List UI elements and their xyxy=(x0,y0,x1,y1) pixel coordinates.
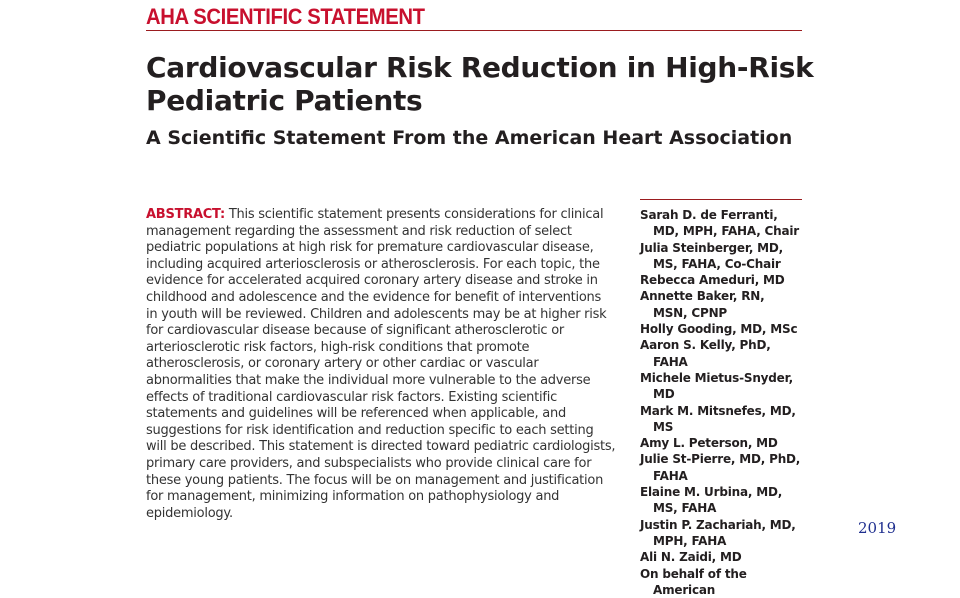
author-entry: Amy L. Peterson, MD xyxy=(640,436,778,451)
author-entry: Julie St-Pierre, MD, PhD, FAHA xyxy=(640,452,801,483)
author-entry: Sarah D. de Ferranti, MD, MPH, FAHA, Chair xyxy=(640,208,800,239)
publication-year: 2019 xyxy=(858,519,897,537)
author-entry: Annette Baker, RN, MSN, CPNP xyxy=(640,289,765,320)
statement-header xyxy=(146,6,802,31)
author-entry: Rebecca Ameduri, MD xyxy=(640,273,785,288)
author-entry: On behalf of the American xyxy=(640,566,747,597)
abstract-text: This scientific statement presents considerations for clinical management regarding the assessment and risk reduction of select pediatric populations at high risk for premature cardiovascular disease, including acquired arteriosclerosis or atherosclerosis. For each topic, the evidence for accelerated acquired coronary artery disease and stroke in childhood and adolescence and the evidence for benefit of interventions in youth will be reviewed. Children and adolescents may be at higher risk for cardiovascular disease because of significant atherosclerotic or arteriosclerotic risk factors, high-risk conditions that promote atherosclerosis, or coronary artery or other cardiac or vascular abnormalities that make the individual more vulnerable to the adverse effects of traditional cardiovascular risk factors. Existing scientific statements and guidelines will be referenced when applicable, and suggestions for risk identification and reduction specific to each setting will be described. This statement is directed toward pediatric cardiologists, primary care providers, and subspecialists who provide clinical care for these young patients. The focus will be on management and justification for management, minimizing information on pathophysiology and epidemiology. xyxy=(146,207,616,521)
author-entry: Ali N. Zaidi, MD xyxy=(640,550,742,565)
author-entry: Holly Gooding, MD, MSc xyxy=(640,322,798,337)
author-entry: Mark M. Mitsnefes, MD, MS xyxy=(640,403,796,434)
author-entry: Elaine M. Urbina, MD, MS, FAHA xyxy=(640,485,783,516)
paper-subtitle: A Scientific Statement From the American Heart Association xyxy=(146,127,793,149)
paper-title: Cardiovascular Risk Reduction in High-Risk Pediatric Patients xyxy=(146,51,814,117)
author-entry: Aaron S. Kelly, PhD, FAHA xyxy=(640,338,771,369)
author-entry: Justin P. Zachariah, MD, MPH, FAHA xyxy=(640,517,796,548)
author-entry: Julia Steinberger, MD, MS, FAHA, Co-Chair xyxy=(640,240,784,271)
statement-type-label: AHA SCIENTIFIC STATEMENT xyxy=(146,4,425,29)
author-entry: Michele Mietus-Snyder, MD xyxy=(640,370,793,402)
abstract xyxy=(146,207,616,522)
abstract-label: ABSTRACT: xyxy=(146,207,225,222)
author-list xyxy=(640,199,802,598)
